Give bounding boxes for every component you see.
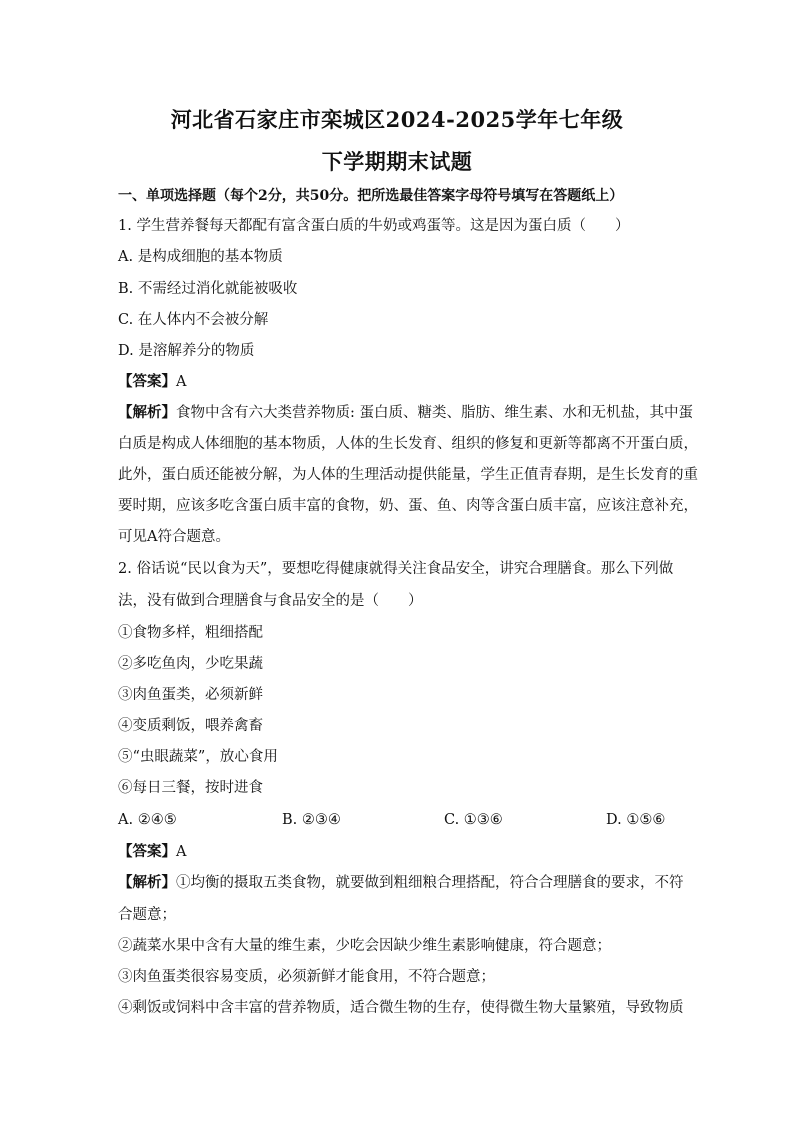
answer-tag: 【答案】 <box>118 843 176 860</box>
question-2-choice-c: C. ①③⑥ <box>444 812 503 828</box>
question-1-analysis-line <box>118 403 693 423</box>
question-2-analysis-line: ②蔬菜水果中含有大量的维生素，少吃会因缺少维生素影响健康，符合题意； <box>118 938 611 954</box>
question-2-analysis-line: ④剩饭或饲料中含丰富的营养物质，适合微生物的生存，使得微生物大量繁殖，导致物质 <box>118 1000 684 1016</box>
section-heading: 一、单项选择题（每个2分，共50分。把所选最佳答案字母符号填写在答题纸上） <box>118 188 624 204</box>
answer-value: A <box>176 844 187 860</box>
analysis-tag: 【解析】 <box>118 404 176 421</box>
question-2-item: ②多吃鱼肉，少吃果蔬 <box>118 656 263 672</box>
document-title-line1: 河北省石家庄市栾城区2024-2025学年七年级 <box>170 107 624 132</box>
question-2-choice-b: B. ②③④ <box>282 812 341 828</box>
question-1-option-b: B. 不需经过消化就能被吸收 <box>118 281 298 297</box>
question-1-analysis-line: 要时期，应该多吃含蛋白质丰富的食物，奶、蛋、鱼、肉等含蛋白质丰富，应该注意补充， <box>118 498 698 514</box>
question-2-analysis-line: ③肉鱼蛋类很容易变质，必须新鲜才能食用，不符合题意； <box>118 969 495 985</box>
answer-value: A <box>176 374 187 390</box>
question-2-analysis-line <box>118 873 688 893</box>
document-title-line2: 下学期期末试题 <box>321 149 473 174</box>
question-2-item: ④变质剩饭，喂养禽畜 <box>118 718 263 734</box>
analysis-text: 食物中含有六大类营养物质: 蛋白质、糖类、脂肪、维生素、水和无机盐，其中蛋 <box>176 405 693 421</box>
analysis-tag: 【解析】 <box>118 874 176 891</box>
question-1-option-a: A. 是构成细胞的基本物质 <box>118 249 283 265</box>
question-1-answer <box>118 372 688 392</box>
question-2-analysis-line: 合题意； <box>118 907 176 923</box>
question-1-analysis-line: 可见A符合题意。 <box>118 529 230 545</box>
question-2-item: ⑤“虫眼蔬菜”，放心食用 <box>118 749 278 765</box>
question-2-stem: 2. 俗话说“民以食为天”，要想吃得健康就得关注食品安全，讲究合理膳食。那么下列做 <box>118 561 674 577</box>
question-1-analysis-line: 白质是构成人体细胞的基本物质，人体的生长发育、组织的修复和更新等都离不开蛋白质， <box>118 436 698 452</box>
question-1-analysis-line: 此外，蛋白质还能被分解，为人体的生理活动提供能量，学生正值青春期，是生长发育的重 <box>118 467 698 483</box>
question-2-choice-d: D. ①⑤⑥ <box>606 812 666 828</box>
question-2-answer <box>118 842 688 862</box>
question-1-stem: 1. 学生营养餐每天都配有富含蛋白质的牛奶或鸡蛋等。这是因为蛋白质（ ） <box>118 218 630 234</box>
analysis-text: ①均衡的摄取五类食物，就要做到粗细粮合理搭配，符合合理膳食的要求，不符 <box>176 875 684 891</box>
question-2-item: ③肉鱼蛋类，必须新鲜 <box>118 687 263 703</box>
question-2-choice-a: A. ②④⑤ <box>118 812 177 828</box>
question-1-option-c: C. 在人体内不会被分解 <box>118 312 269 328</box>
question-2-stem: 法，没有做到合理膳食与食品安全的是（ ） <box>118 593 423 609</box>
question-2-item: ①食物多样，粗细搭配 <box>118 625 263 641</box>
answer-tag: 【答案】 <box>118 373 176 390</box>
question-2-item: ⑥每日三餐，按时进食 <box>118 780 263 796</box>
question-1-option-d: D. 是溶解养分的物质 <box>118 343 255 359</box>
